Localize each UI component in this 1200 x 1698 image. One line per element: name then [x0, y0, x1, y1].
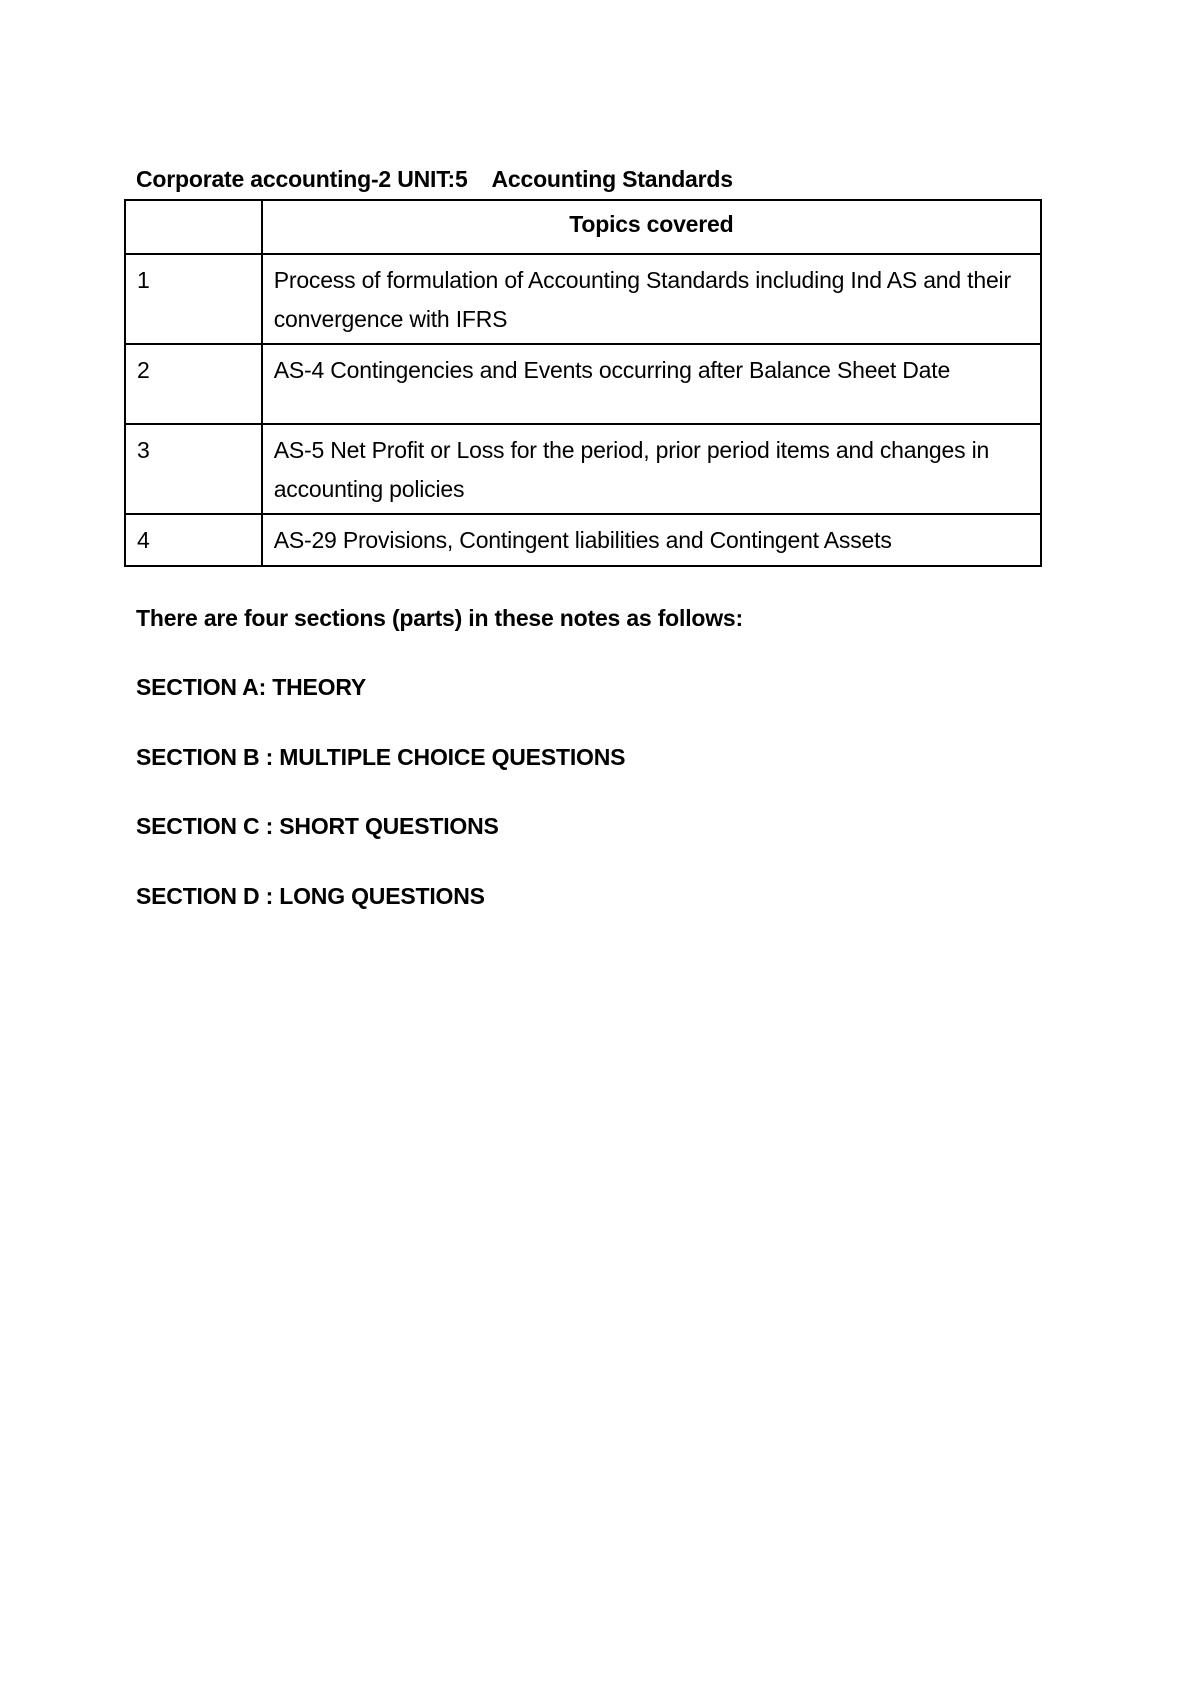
table-row [125, 514, 1041, 566]
table-header-number [125, 200, 262, 254]
table-header-row [125, 200, 1041, 254]
table-row [125, 344, 1041, 424]
row-number: 4 [125, 514, 262, 566]
table-row [125, 424, 1041, 514]
row-number: 1 [125, 254, 262, 344]
row-number: 3 [125, 424, 262, 514]
section-a-heading: SECTION A: THEORY [136, 674, 367, 700]
row-topic: AS-4 Contingencies and Events occurring after Balance Sheet Date [262, 344, 1041, 424]
topics-table [124, 199, 1042, 567]
document-title: Corporate accounting-2 UNIT:5 Accounting Standards [136, 166, 733, 192]
section-d-heading: SECTION D : LONG QUESTIONS [136, 883, 485, 909]
section-c-heading: SECTION C : SHORT QUESTIONS [136, 813, 499, 839]
table-header-topics: Topics covered [262, 200, 1041, 254]
row-topic: AS-5 Net Profit or Loss for the period, prior period items and changes in accounting policies [262, 424, 1041, 514]
row-topic: Process of formulation of Accounting Standards including Ind AS and their convergence with IFRS [262, 254, 1041, 344]
row-topic: AS-29 Provisions, Contingent liabilities and Contingent Assets [262, 514, 1041, 566]
table-row [125, 254, 1041, 344]
row-number: 2 [125, 344, 262, 424]
sections-intro: There are four sections (parts) in these notes as follows: [136, 605, 743, 631]
section-b-heading: SECTION B : MULTIPLE CHOICE QUESTIONS [136, 744, 626, 770]
